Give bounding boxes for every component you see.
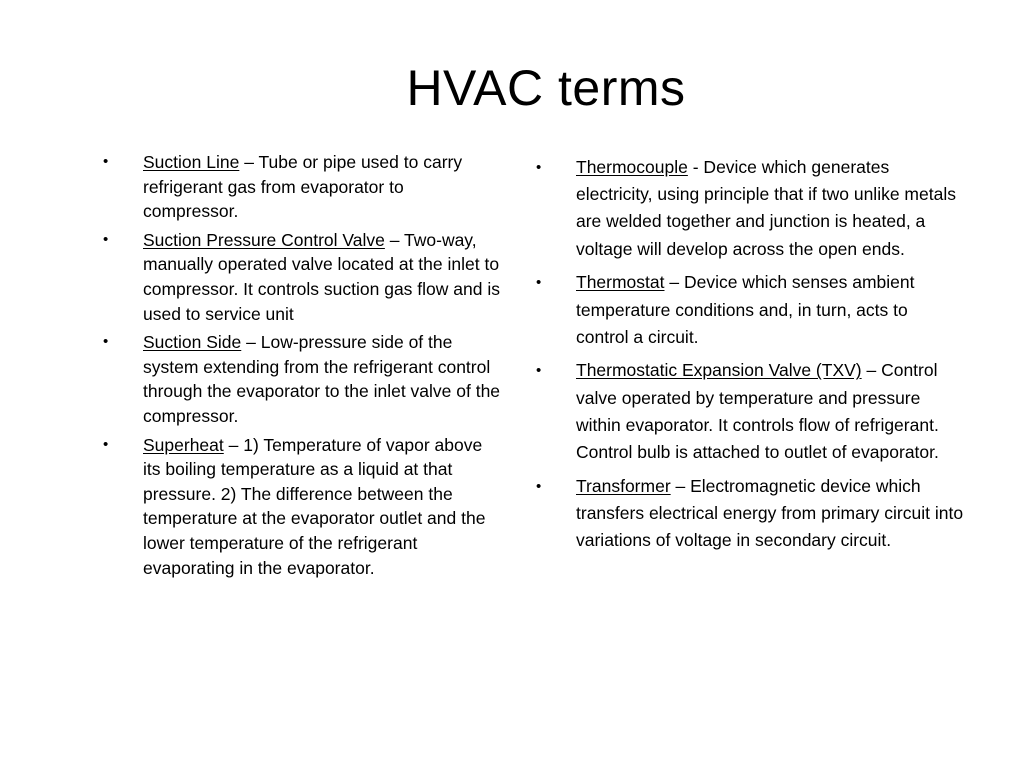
term-name: Thermocouple xyxy=(576,157,688,177)
bullet-icon: • xyxy=(536,362,542,380)
bullet-icon: • xyxy=(103,230,109,248)
bullet-icon: • xyxy=(103,153,109,170)
term-definition: – Device which senses ambient temperature conditions and, in turn, acts to control a circuit. xyxy=(576,272,915,347)
term-name: Thermostat xyxy=(576,272,665,293)
term-name: Superheat xyxy=(143,434,224,455)
bullet-icon: • xyxy=(536,274,542,292)
term-name: Suction Line xyxy=(143,152,240,172)
term-definition: – Tube or pipe used to carry refrigerant gas from evaporator to compressor. xyxy=(143,152,463,222)
term-name: Suction Pressure Control Valve xyxy=(143,229,385,250)
list-item xyxy=(533,473,965,555)
bullet-icon: • xyxy=(103,333,109,351)
term-definition: – Electromagnetic device which transfers electrical energy from primary circuit into variations of voltage in secondary circuit. xyxy=(576,475,964,551)
term-definition: - Device which generates electricity, using principle that if two unlike metals are welded together and junction is heated, a voltage will develop across the open ends. xyxy=(576,157,956,259)
list-item xyxy=(100,228,502,326)
bullet-icon: • xyxy=(536,159,542,176)
slide-title: HVAC terms xyxy=(406,60,686,116)
term-name: Suction Side xyxy=(143,332,242,353)
list-item xyxy=(533,269,965,351)
list-item xyxy=(533,357,965,466)
bullet-icon: • xyxy=(103,435,109,453)
list-item xyxy=(100,330,502,428)
list-item xyxy=(100,433,502,581)
term-definition: – Low-pressure side of the system extending from the refrigerant control through the evaporator to the inlet valve of the compressor. xyxy=(143,332,501,426)
term-definition: – Control valve operated by temperature and pressure within evaporator. It controls flow of refrigerant. Control bulb is attached to outlet of evaporator. xyxy=(576,360,939,463)
term-name: Transformer xyxy=(576,475,671,496)
term-definition: – Two-way, manually operated valve located at the inlet to compressor. It controls suction gas flow and is used to service unit xyxy=(143,229,500,324)
right-term-list xyxy=(533,154,965,561)
list-item xyxy=(100,150,502,224)
bullet-icon: • xyxy=(536,477,542,495)
term-name: Thermostatic Expansion Valve (TXV) xyxy=(576,360,862,381)
term-definition: – 1) Temperature of vapor above its boiling temperature as a liquid at that pressure. 2) The difference between the temperature at the evaporator outlet and the lower temperature of the refrigerant evaporating in the evaporator. xyxy=(143,434,486,578)
list-item xyxy=(533,154,965,263)
left-term-list xyxy=(100,150,502,584)
